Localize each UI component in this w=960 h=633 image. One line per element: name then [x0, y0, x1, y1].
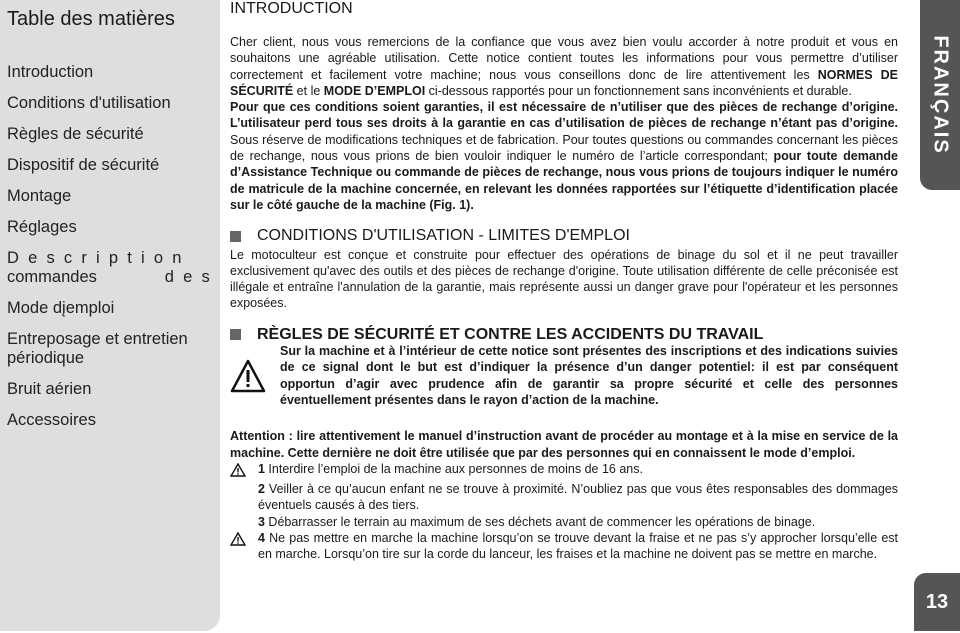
toc-item-introduction[interactable]: Introduction	[7, 63, 94, 81]
toc-item-accessoires[interactable]: Accessoires	[7, 411, 96, 429]
safety-rule-2	[230, 481, 898, 514]
section-square-icon	[230, 231, 241, 242]
safety-warning-text: Sur la machine et à l’intérieur de cette notice sont présentes des inscriptions et des indications suivies de ce signal dont le but est d’indiquer la présence d’un danger potentiel: il est par conséquent opportun d’agir avec prudence afin de garantir sa propre sécurité et celle des personnes éventuellement présentes dans le rayon d’action de la machine.	[280, 344, 898, 407]
intro-p2-bold2: pour toute demande d’Assistance Technique ou commande de pièces de rechange, nous vous prions de toujours indiquer le numéro de matricule de la machine concernée, en relevant les données rapportées sur l’étiquette d’identification placée sur le côté gauche de la machine (Fig. 1).	[230, 149, 898, 212]
toc-item-reglages[interactable]: Réglages	[7, 218, 77, 236]
warning-triangle-icon	[230, 530, 258, 563]
toc-item-description-part2: d e s	[164, 268, 212, 286]
intro-paragraph-1	[230, 34, 898, 99]
intro-p1-bold2: MODE D’EMPLOI	[323, 83, 426, 98]
intro-heading: INTRODUCTION	[230, 0, 353, 17]
main-content	[230, 34, 898, 563]
safety-rule-3-text: 3 Débarrasser le terrain au maximum de ses déchets avant de commencer les opérations de binage.	[258, 514, 816, 529]
safety-heading-text: RÈGLES DE SÉCURITÉ ET CONTRE LES ACCIDENTS DU TRAVAIL	[257, 325, 764, 343]
conditions-text: Le motoculteur est conçue et construite pour effectuer des opérations de binage du sol et il ne peut travailler exclusivement qu'avec des outils et des pièces de rechange d'origine. Toute utilisation différente de celle préconisée est illégale et entraîne l'annulation de la garantie, mais représente aussi un danger grave pour l'opérateur et les personnes exposées.	[230, 247, 898, 311]
language-label: FRANÇAIS	[929, 35, 952, 155]
section-square-icon	[230, 329, 241, 340]
intro-paragraph-2	[230, 99, 898, 213]
safety-rule-1-text: 1 Interdire l’emploi de la machine aux personnes de moins de 16 ans.	[258, 461, 643, 476]
attention-text: Attention : lire attentivement le manuel d’instruction avant de procéder au montage et à la mise en service de la machine. Cette dernière ne doit être utilisée que par des personnes qui en connaissent le mode d’emploi.	[230, 429, 898, 460]
safety-rule-1	[230, 461, 898, 481]
rule-spacer	[230, 481, 258, 514]
safety-rule-3	[230, 514, 898, 530]
warning-triangle-icon	[230, 343, 280, 408]
toc-item-bruit[interactable]: Bruit aérien	[7, 380, 92, 398]
safety-rule-4-text: 4 Ne pas mettre en marche la machine lorsqu’on se trouve devant la fraise et ne pas s’y approcher lorsqu’elle est en marche. Lorsqu’on tire sur la corde du lanceur, les fraises et la machine ne doivent pas se mettre en marche.	[258, 531, 898, 562]
intro-p1-mid: et le	[293, 83, 324, 98]
safety-warning-block	[230, 343, 898, 408]
toc-item-mode-emploi[interactable]: Mode dįemploi	[7, 299, 115, 317]
conditions-heading-text: CONDITIONS D'UTILISATION - LIMITES D'EMPLOI	[257, 227, 630, 245]
toc-item-regles[interactable]: Règles de sécurité	[7, 125, 144, 143]
toc-item-commandes[interactable]: commandes	[7, 268, 97, 286]
safety-heading	[230, 327, 898, 343]
toc-item-montage[interactable]: Montage	[7, 187, 72, 205]
safety-rule-4	[230, 530, 898, 563]
warning-triangle-icon	[230, 461, 258, 481]
rule-spacer	[230, 514, 258, 530]
toc-item-entreposage[interactable]: Entreposage et entretien	[7, 330, 188, 348]
toc-item-dispositif[interactable]: Dispositif de sécurité	[7, 156, 160, 174]
intro-p1-bold1: NORMES DE SÉCURITÉ	[230, 67, 899, 98]
language-tab	[920, 0, 960, 190]
safety-rules-list	[230, 461, 898, 563]
toc-item-periodique[interactable]: périodique	[7, 349, 85, 367]
toc-list	[7, 63, 212, 442]
safety-rule-2-text: 2 Veiller à ce qu’aucun enfant ne se trouve à proximité. N’oubliez pas que vous êtes responsables des dommages éventuels causés à des tiers.	[258, 482, 898, 513]
toc-item-conditions[interactable]: Conditions d'utilisation	[7, 94, 171, 112]
toc-sidebar	[0, 0, 220, 631]
toc-item-description-part1: D e s c r i p t i o n	[7, 249, 184, 267]
conditions-heading	[230, 228, 898, 244]
intro-p2-text: Sous réserve de modifications techniques et de fabrication. Pour toutes questions ou commandes concernant les pièces de rechange, nous vous prions de bien vouloir indiquer le numéro de l’article correspondant;	[230, 132, 898, 164]
intro-p1-end: ci-dessous rapportés pour un fonctionnement sans inconvénients et durable.	[425, 83, 852, 98]
intro-p1-text: Cher client, nous vous remercions de la confiance que vous avez bien voulu accorder à notre produit et vous en souhaitons une agréable utilisation. Cette notice contient toutes les informations pour vous permettre d’utiliser correctement et facilement votre machine; nous vous conseillons donc de lire attentivement les	[230, 35, 898, 82]
intro-p2-bold: Pour que ces conditions soient garanties, il est nécessaire de n’utiliser que des pièces de rechange d’origine. L’utilisateur perd tous ses droits à la garantie en cas d’utilisation de pièces de rechange n’étant pas d’origine.	[230, 100, 898, 131]
page-number: 13	[914, 573, 960, 631]
toc-title: Table des matières	[7, 8, 175, 30]
